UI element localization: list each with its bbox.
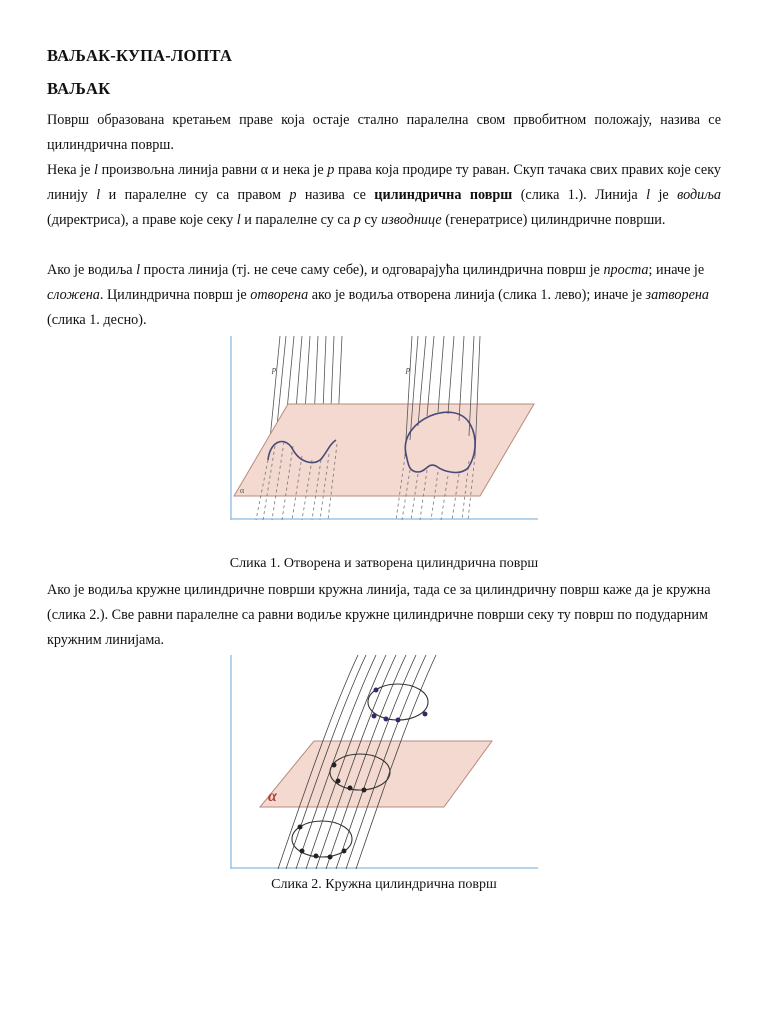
figure-circular-cylinder [230, 655, 538, 869]
term-italic: изводнице [381, 212, 442, 228]
text-run: назива се [296, 187, 375, 203]
text-run: (слика 1. десно). [47, 312, 147, 328]
section-heading: ВАЉАК [47, 79, 111, 98]
paragraph-simple-complex [47, 258, 721, 333]
label-alpha: α [240, 486, 245, 495]
term-italic: затворена [645, 287, 710, 303]
text-run: права која продире ту раван. Скуп тачака свих правих које секу линију [47, 162, 721, 203]
term-italic: водиља [677, 187, 721, 203]
var-l: l [136, 262, 141, 278]
text-run: проста линија (тј. не сече саму себе), и одговарајућа цилиндрична површ је [140, 262, 604, 278]
text-run: (слика 1.). Линија [512, 187, 647, 203]
text-run: (директриса), а праве које секу [47, 212, 237, 228]
var-l: l [646, 187, 651, 203]
var-l: l [236, 212, 241, 228]
text-run: (генератрисе) цилиндричне површи. [441, 212, 666, 228]
var-l: l [96, 187, 101, 203]
text-run: ако је водиља отворена линија (слика 1. лево); иначе је [308, 287, 646, 303]
text-run: и паралелне су са правом [100, 187, 290, 203]
text-run: ; иначе је [648, 262, 705, 278]
term-italic: сложена [47, 287, 100, 303]
label-alpha-2: α [268, 788, 277, 805]
label-p-left: p [272, 365, 276, 374]
term-bold: цилиндрична површ [374, 187, 513, 203]
text-run: је [650, 187, 678, 203]
var-p: p [289, 187, 297, 203]
figure-open-closed-cylinder [230, 336, 538, 520]
term-italic: отворена [250, 287, 309, 303]
label-p-right: p [406, 365, 410, 374]
var-l: l [94, 162, 98, 178]
term-italic: проста [603, 262, 649, 278]
var-p: p [327, 162, 335, 178]
var-p: p [353, 212, 361, 228]
text-run: Нека је [47, 162, 94, 178]
paragraph-circular-surface: Ако је водиља кружне цилиндричне површи кружна линија, тада се за цилиндричну површ каже да је кружна (слика 2.). Све равни паралелне са равни водиље кружне цилиндричне површи секу ту површ по подударним кружним линијама. [47, 582, 711, 648]
figure2-caption: Слика 2. Кружна цилиндрична површ [271, 877, 497, 892]
paragraph-cylindrical-surface [47, 158, 721, 233]
text-run: произвољна линија равни α и нека је [97, 162, 328, 178]
paragraph-definition: Површ образована кретањем праве која остаје стално паралелна свом првобитном положају, назива се цилиндрична површ. [47, 112, 721, 153]
text-run: су [360, 212, 382, 228]
document-title: ВАЉАК-КУПА-ЛОПТА [47, 46, 233, 65]
figure1-caption: Слика 1. Отворена и затворена цилиндрична површ [229, 556, 539, 571]
text-run: Ако је водиља [47, 262, 137, 278]
text-run: . Цилиндрична површ је [99, 287, 251, 303]
text-run: и паралелне су са [240, 212, 354, 228]
